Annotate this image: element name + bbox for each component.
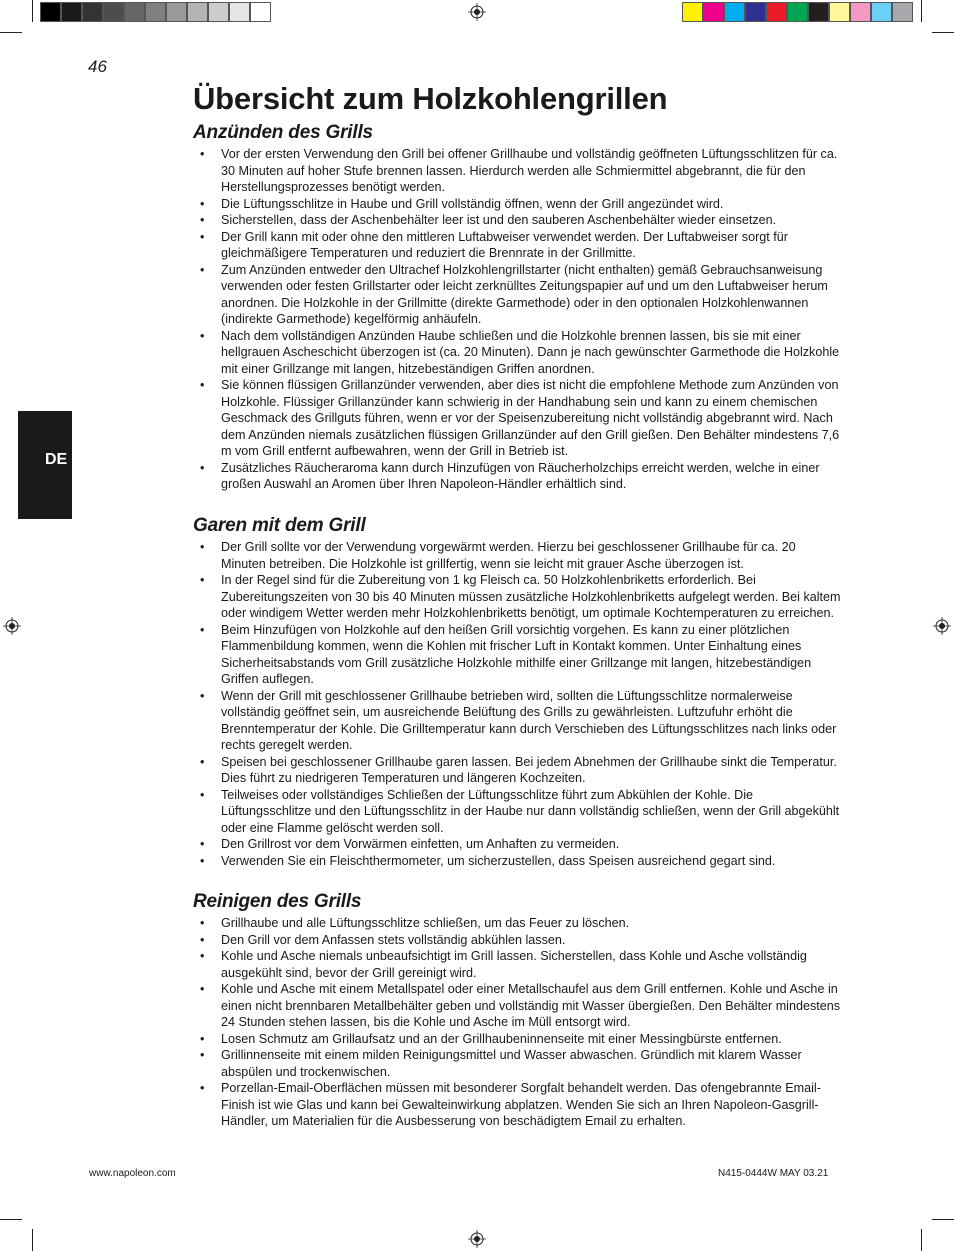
registration-mark-icon xyxy=(468,1230,486,1248)
color-bar xyxy=(680,0,920,24)
footer-document-code: N415-0444W MAY 03.21 xyxy=(718,1168,829,1179)
list-item: • Speisen bei geschlossener Grillhaube garen lassen. Bei jedem Abnehmen der Grillhaube sinkt die Temperatur. Dies führt zu niedrigeren Temperaturen und längeren Kochzeiten. xyxy=(193,754,843,787)
color-swatch xyxy=(682,2,703,22)
gray-swatch xyxy=(208,2,229,22)
list-item: • Losen Schmutz am Grillaufsatz und an der Grillhaubeninnenseite mit einer Messingbürste entfernen. xyxy=(193,1031,843,1048)
section-heading: Garen mit dem Grill xyxy=(193,515,366,536)
list-item: • Zum Anzünden entweder den Ultrachef Holzkohlengrillstarter (nicht enthalten) gemäß Gebrauchsanweisung verwenden oder festen Grillstarter oder leicht zerknülltes Zeitungspapier auf und um den Luftabweiser herum anordnen. Die Holzkohle in der Grillmitte (direkte Garmethode) oder in den optionalen Holzkohlenwannen (indirekte Garmethode) kegelförmig anhäufeln. xyxy=(193,262,843,328)
crop-mark xyxy=(932,1219,954,1220)
color-swatch xyxy=(850,2,871,22)
grayscale-bar xyxy=(0,0,280,24)
list-item: • Porzellan-Email-Oberflächen müssen mit besonderer Sorgfalt behandelt werden. Das ofengebrannte Email-Finish ist wie Glas und kann bei Gewalteinwirkung abplatzen. Wenden Sie sich an Ihren Napoleon-Gasgrill-Händler, um Materialien für die Ausbesserung von beschädigtem Email zu erhalten. xyxy=(193,1080,843,1130)
footer-website: www.napoleon.com xyxy=(89,1168,176,1179)
list-item: • Den Grill vor dem Anfassen stets vollständig abkühlen lassen. xyxy=(193,932,843,949)
registration-mark-icon xyxy=(933,617,951,635)
list-item: • Sie können flüssigen Grillanzünder verwenden, aber dies ist nicht die empfohlene Methode zum Anzünden von Holzkohle. Flüssiger Grillanzünder kann schwierig in der Handhabung sein und kann zu einem chemischen Geschmack des Grillguts führen, wenn er vor der Speisenzubereitung nicht vollständig abgebrannt wird. Nach dem Anzünden niemals zusätzlichen flüssigen Grillanzünder auf den Grill gießen. Den Behälter mindestens 7,6 m vom Grill entfernt aufbewahren, wenn der Grill in Betrieb ist. xyxy=(193,377,843,460)
list-item: • Die Lüftungsschlitze in Haube und Grill vollständig öffnen, wenn der Grill angezündet wird. xyxy=(193,196,843,213)
page-title: Übersicht zum Holzkohlengrillen xyxy=(193,81,668,116)
gray-swatch xyxy=(229,2,250,22)
gray-swatch xyxy=(40,2,61,22)
list-item: • Beim Hinzufügen von Holzkohle auf den heißen Grill vorsichtig vorgehen. Es kann zu einer plötzlichen Flammenbildung kommen, wenn die Kohlen mit frischer Luft in Kontakt kommen. Unter Einhaltung eines Sicherheitsabstands vom Grill zusätzliche Holzkohle mithilfe einer Grillzange mit langen, hitzebeständigen Griffen auflegen. xyxy=(193,622,843,688)
section-cooking xyxy=(193,515,843,869)
language-tab-label: DE xyxy=(45,451,68,468)
color-swatch xyxy=(703,2,724,22)
page-number: 46 xyxy=(88,57,107,76)
section-heading: Reinigen des Grills xyxy=(193,891,362,912)
list-item: • In der Regel sind für die Zubereitung von 1 kg Fleisch ca. 50 Holzkohlenbriketts erforderlich. Bei Zubereitungszeiten von 30 bis 40 Minuten müssen zusätzliche Holzkohlenbriketts aufgelegt werden. Bei kaltem oder windigem Wetter werden mehr Holzkohlenbriketts benötigt, um optimale Kochtemperaturen zu erreichen. xyxy=(193,572,843,622)
list-item: • Der Grill sollte vor der Verwendung vorgewärmt werden. Hierzu bei geschlossener Grillhaube für ca. 20 Minuten betreiben. Die Holzkohle ist grillfertig, wenn sie leicht mit grauer Asche überzogen ist. xyxy=(193,539,843,572)
gray-swatch xyxy=(187,2,208,22)
gray-swatch xyxy=(250,2,271,22)
list-item: • Teilweises oder vollständiges Schließen der Lüftungsschlitze führt zum Abkühlen der Kohle. Die Lüftungsschlitze und den Lüftungsschlitz in der Haube nur dann vollständig schließen, wenn der Grill abgekühlt oder eine Flamme gelöscht werden soll. xyxy=(193,787,843,837)
color-swatch xyxy=(871,2,892,22)
list-item: • Kohle und Asche mit einem Metallspatel oder einer Metallschaufel aus dem Grill entfernen. Kohle und Asche in einen nicht brennbaren Metallbehälter geben und vollständig mit Wasser übergießen. Den Behälter mindestens 24 Stunden stehen lassen, bis die Kohle und Asche im Müll entsorgt wird. xyxy=(193,981,843,1031)
gray-swatch xyxy=(166,2,187,22)
list-item: • Grillhaube und alle Lüftungsschlitze schließen, um das Feuer zu löschen. xyxy=(193,915,843,932)
bullet-list xyxy=(193,915,843,1130)
list-item: • Wenn der Grill mit geschlossener Grillhaube betrieben wird, sollten die Lüftungsschlitze normalerweise vollständig geöffnet sein, um ausreichende Belüftung des Grills zu gewährleisten. Luftzufuhr erhöht die Brenntemperatur der Kohle. Die Grilltemperatur kann durch Verschieben des Lüftungsschlitzes nach links oder rechts geregelt werden. xyxy=(193,688,843,754)
list-item: • Den Grillrost vor dem Vorwärmen einfetten, um Anhaften zu vermeiden. xyxy=(193,836,843,853)
color-swatch xyxy=(829,2,850,22)
crop-mark xyxy=(32,1229,33,1251)
crop-mark xyxy=(0,32,22,33)
crop-mark xyxy=(921,0,922,22)
language-tab xyxy=(18,411,72,519)
registration-mark-icon xyxy=(3,617,21,635)
list-item: • Der Grill kann mit oder ohne den mittleren Luftabweiser verwendet werden. Der Luftabweiser sorgt für gleichmäßigere Temperaturen und reduziert die Brennrate in der Grillmitte. xyxy=(193,229,843,262)
gray-swatch xyxy=(145,2,166,22)
crop-mark xyxy=(921,1229,922,1251)
section-lighting xyxy=(193,122,843,493)
gray-swatch xyxy=(103,2,124,22)
gray-swatch xyxy=(61,2,82,22)
registration-mark-icon xyxy=(468,3,486,21)
bullet-list xyxy=(193,146,843,493)
section-cleaning xyxy=(193,891,843,1130)
color-swatch xyxy=(745,2,766,22)
section-heading: Anzünden des Grills xyxy=(193,122,373,143)
list-item: • Kohle und Asche niemals unbeaufsichtigt im Grill lassen. Sicherstellen, dass Kohle und Asche vollständig ausgekühlt sind, bevor der Grill gereinigt wird. xyxy=(193,948,843,981)
list-item: • Sicherstellen, dass der Aschenbehälter leer ist und den sauberen Aschenbehälter wieder einsetzen. xyxy=(193,212,843,229)
color-swatch xyxy=(808,2,829,22)
list-item: • Vor der ersten Verwendung den Grill bei offener Grillhaube und vollständig geöffneten Lüftungsschlitzen für ca. 30 Minuten auf hoher Stufe brennen lassen. Hierdurch werden alle Schmiermittel abgebrannt, die für den Herstellungsprozesses benötigt werden. xyxy=(193,146,843,196)
color-swatch xyxy=(766,2,787,22)
list-item: • Zusätzliches Räucheraroma kann durch Hinzufügen von Räucherholzchips erreicht werden, welche in einer großen Auswahl an Aromen über Ihren Napoleon-Händler erhältlich sind. xyxy=(193,460,843,493)
list-item: • Verwenden Sie ein Fleischthermometer, um sicherzustellen, dass Speisen ausreichend gegart sind. xyxy=(193,853,843,870)
color-swatch xyxy=(892,2,913,22)
color-swatch xyxy=(787,2,808,22)
color-swatch xyxy=(724,2,745,22)
crop-mark xyxy=(0,1219,22,1220)
crop-mark xyxy=(932,32,954,33)
gray-swatch xyxy=(124,2,145,22)
bullet-list xyxy=(193,539,843,869)
list-item: • Nach dem vollständigen Anzünden Haube schließen und die Holzkohle brennen lassen, bis sie mit einer hellgrauen Ascheschicht überzogen ist (ca. 20 Minuten). Dann je nach gewünschter Garmethode die Holzkohle mit einer Grillzange mit langen, hitzebeständigen Griffen anordnen. xyxy=(193,328,843,378)
gray-swatch xyxy=(82,2,103,22)
crop-mark xyxy=(32,0,33,22)
list-item: • Grillinnenseite mit einem milden Reinigungsmittel und Wasser abwaschen. Gründlich mit klarem Wasser abspülen und trockenwischen. xyxy=(193,1047,843,1080)
